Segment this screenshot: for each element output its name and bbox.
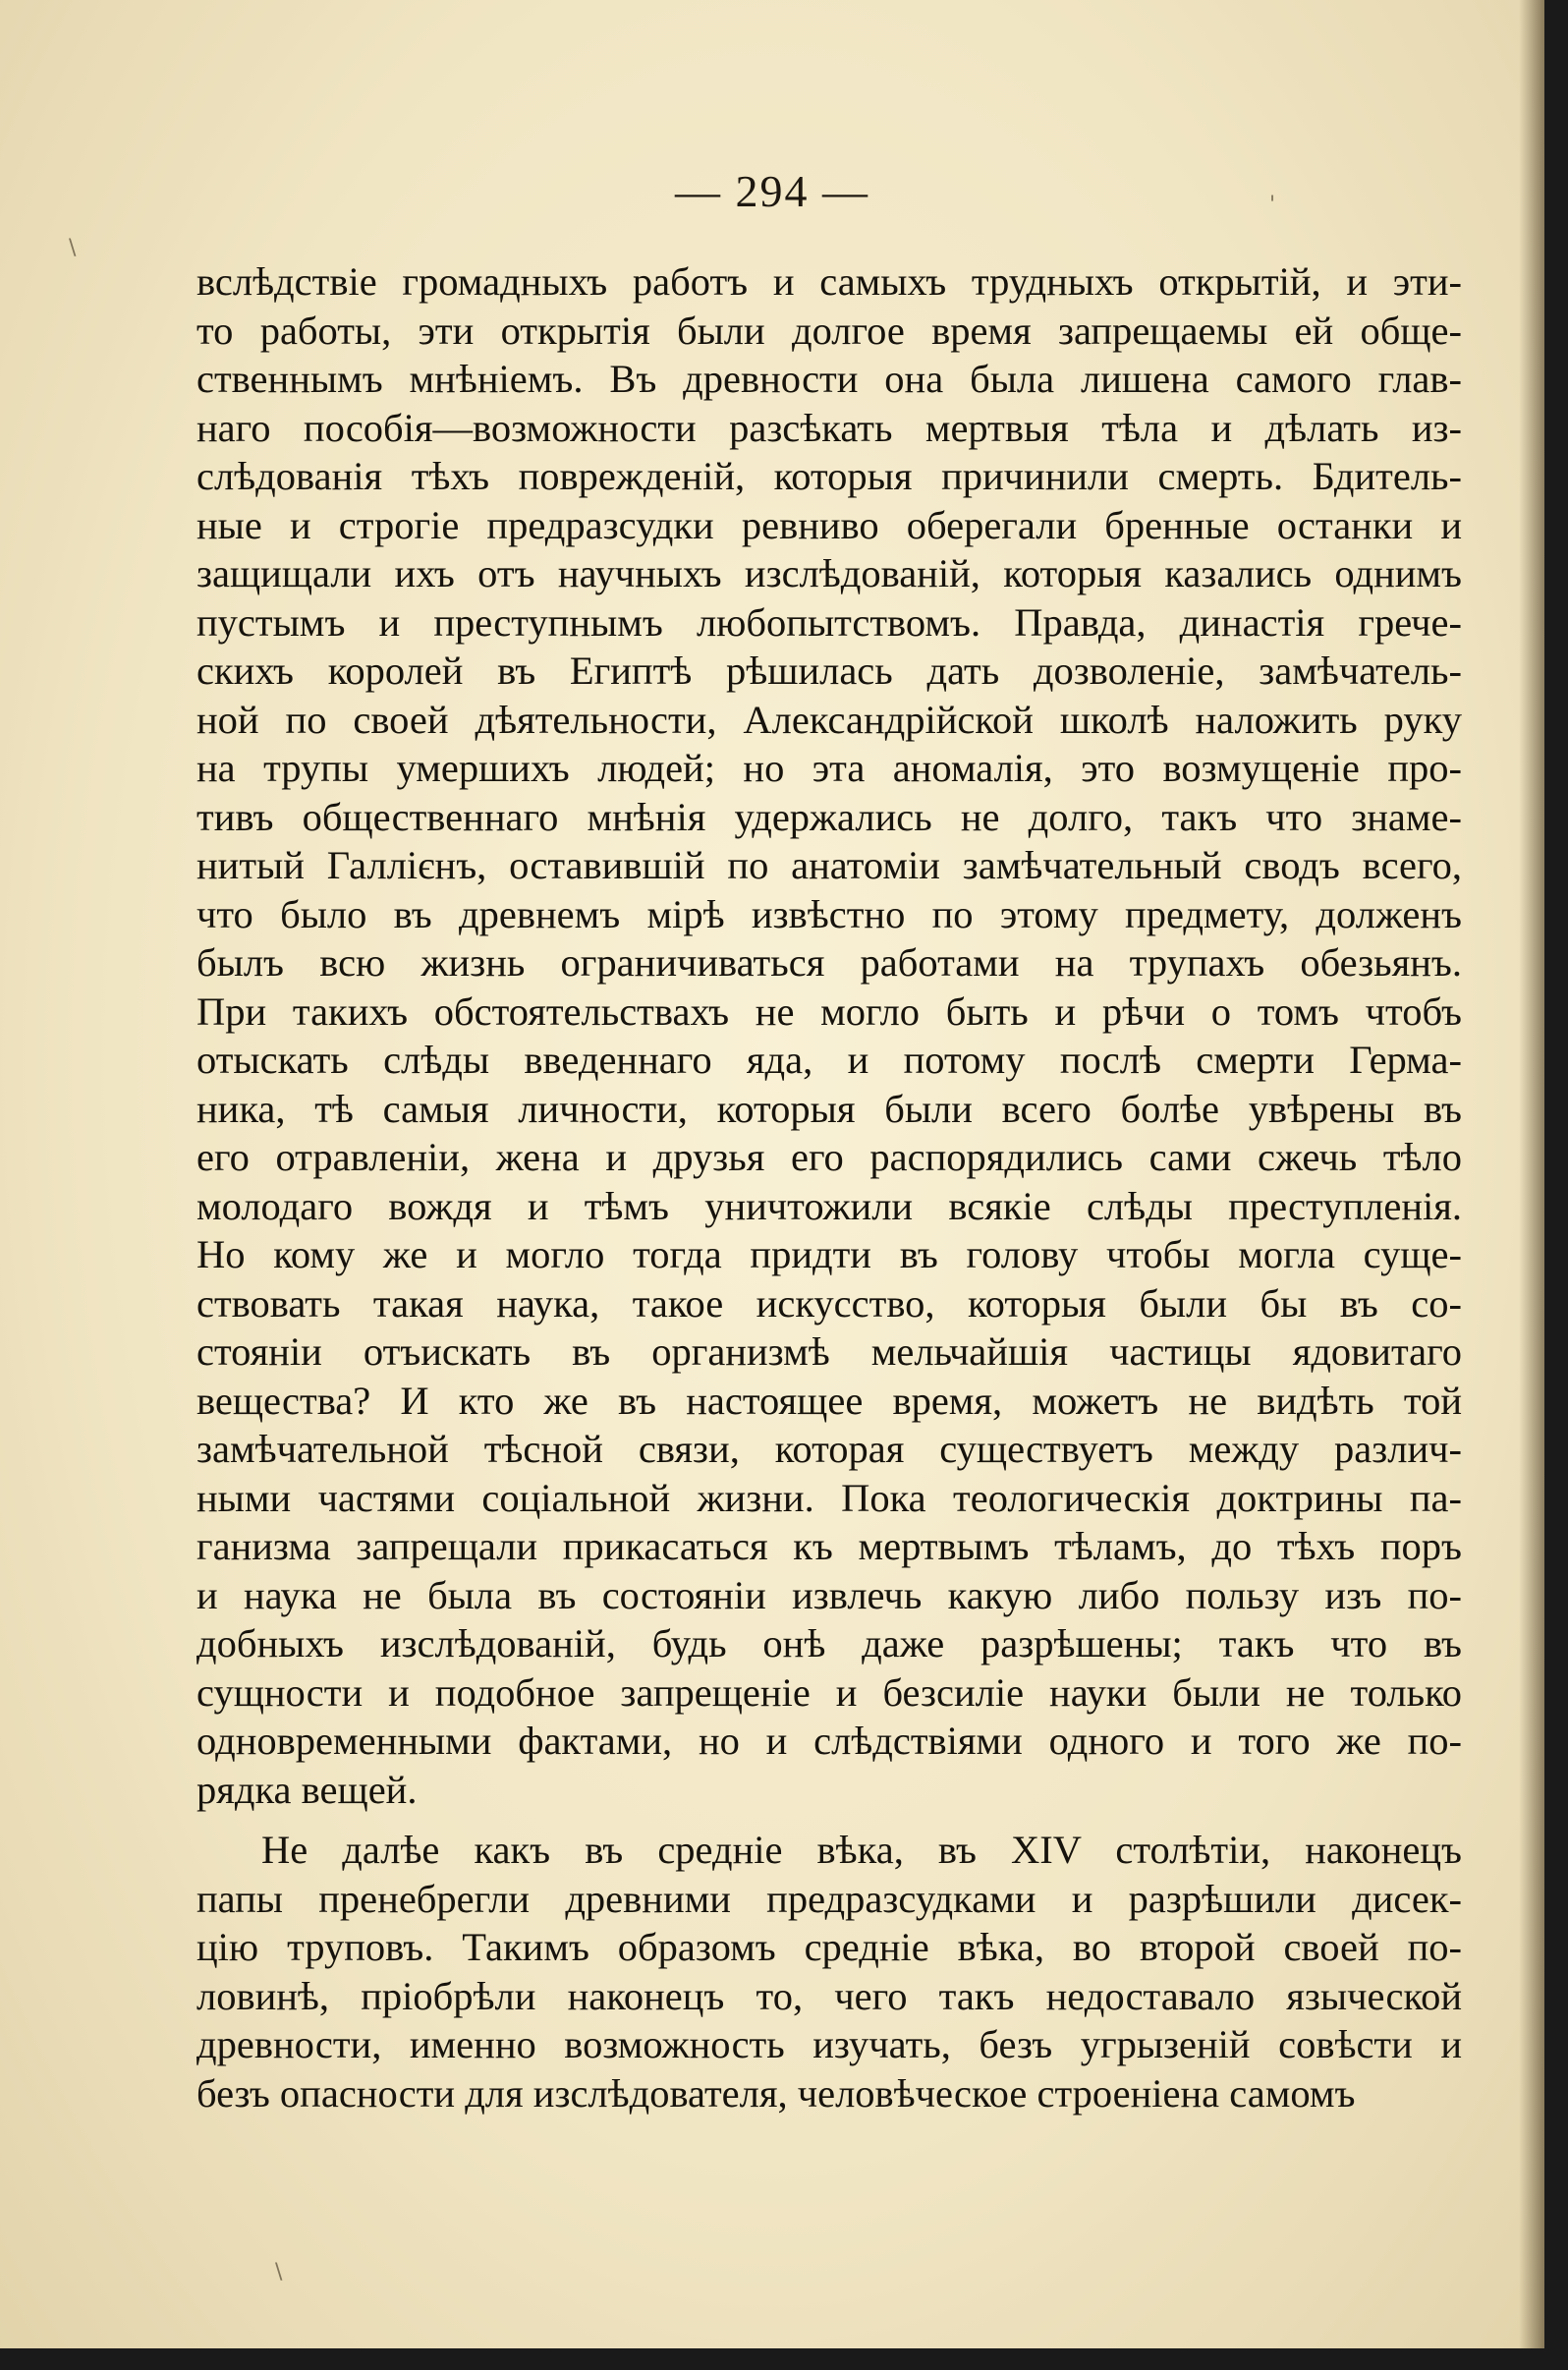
text-line: сущности и подобное запрещеніе и безсиліе науки были не только (196, 1669, 1462, 1715)
text-line: и наука не была въ состояніи извлечь какую либо пользу изъ по- (196, 1572, 1462, 1617)
text-line: ной по своей дѣятельности, Александрійской школѣ наложить руку (196, 697, 1462, 742)
text-line: древности, именно возможность изучать, безъ угрызеній совѣсти и (196, 2022, 1462, 2066)
text-line: При такихъ обстоятельствахъ не могло быть и рѣчи о томъ чтобъ (196, 988, 1462, 1034)
text-line: защищали ихъ отъ научныхъ изслѣдованій, которыя казались однимъ (196, 551, 1462, 595)
text-line: Не далѣе какъ въ средніе вѣка, въ XIV столѣтіи, наконецъ (261, 1828, 1462, 1872)
text-line: добныхъ изслѣдованій, будь онѣ даже разрѣшены; такъ что въ (196, 1621, 1462, 1665)
text-line: тивъ общественнаго мнѣнія удержались не долго, такъ что знаме- (196, 794, 1462, 839)
text-line: ные и строгіе предразсудки ревниво оберегали бренные останки и (196, 502, 1462, 547)
text-line: вещества? И кто же въ настоящее время, можетъ не видѣть той (196, 1378, 1462, 1423)
paragraph-gap (196, 1814, 1462, 1826)
text-line: ловинѣ, пріобрѣли наконецъ то, чего такъ недоставало языческой (196, 1973, 1462, 2018)
text-line: нитый Галлієнъ, оставившій по анатоміи замѣчательный сводъ всего, (196, 843, 1462, 887)
paragraph-1 (196, 257, 1462, 1814)
text-line: слѣдованія тѣхъ поврежденій, которыя причинили смерть. Бдитель- (196, 454, 1462, 498)
text-line: отыскать слѣды введеннаго яда, и потому послѣ смерти Герма- (196, 1038, 1462, 1082)
text-line: безъ опасности для изслѣдователя, человѣческое строеніена самомъ (196, 2070, 1356, 2116)
text-line: его отравленіи, жена и друзья его распорядились сами сжечь тѣло (196, 1135, 1462, 1179)
margin-mark: \ (275, 2260, 283, 2285)
text-line: что было въ древнемъ мірѣ извѣстно по этому предмету, долженъ (196, 891, 1462, 936)
text-line: пустымъ и преступнымъ любопытствомъ. Правда, династія грече- (196, 599, 1462, 645)
text-line: Но кому же и могло тогда придти въ голову чтобы могла суще- (196, 1232, 1462, 1276)
text-line: стояніи отъискать въ организмѣ мельчайшія частицы ядовитаго (196, 1329, 1462, 1374)
text-line: скихъ королей въ Египтѣ рѣшилась дать дозволеніе, замѣчатель- (196, 649, 1462, 693)
text-line: ными частями соціальной жизни. Пока теологическія доктрины па- (196, 1475, 1462, 1520)
text-line: то работы, эти открытія были долгое время запрещаемы ей обще- (196, 308, 1462, 353)
body-text (196, 257, 1462, 2117)
text-line: замѣчательной тѣсной связи, которая существуетъ между различ- (196, 1427, 1462, 1471)
page-number: — 294 — (675, 166, 869, 216)
text-line: былъ всю жизнь ограничиваться работами на трупахъ обезьянъ. (196, 940, 1462, 985)
text-line: ганизма запрещали прикасаться къ мертвымъ тѣламъ, до тѣхъ поръ (196, 1524, 1462, 1568)
text-line: наго пособія—возможности разсѣкать мертвыя тѣла и дѣлать из- (196, 405, 1462, 450)
page-edge-shadow (1519, 0, 1544, 2348)
margin-mark: \ (69, 236, 77, 260)
text-line: цію труповъ. Такимъ образомъ средніе вѣка, во второй своей по- (196, 1925, 1462, 1969)
margin-mark: ' (1269, 193, 1276, 217)
text-line: ственнымъ мнѣніемъ. Въ древности она была лишена самого глав- (196, 357, 1462, 401)
text-line: на трупы умершихъ людей; но эта аномалія, это возмущеніе про- (196, 746, 1462, 790)
text-line: папы пренебрегли древними предразсудками и разрѣшили дисек- (196, 1876, 1462, 1921)
text-line: ника, тѣ самыя личности, которыя были всего болѣе увѣрены въ (196, 1086, 1462, 1131)
text-line: молодаго вождя и тѣмъ уничтожили всякіе слѣды преступленія. (196, 1183, 1462, 1228)
text-line: ствовать такая наука, такое искусство, которыя были бы въ со- (196, 1280, 1462, 1326)
text-line: вслѣдствіе громадныхъ работъ и самыхъ трудныхъ открытій, и эти- (196, 259, 1462, 304)
paragraph-2 (196, 1826, 1462, 2117)
text-line: одновременными фактами, но и слѣдствіями одного и того же по- (196, 1719, 1462, 1763)
text-line: рядка вещей. (196, 1767, 418, 1812)
